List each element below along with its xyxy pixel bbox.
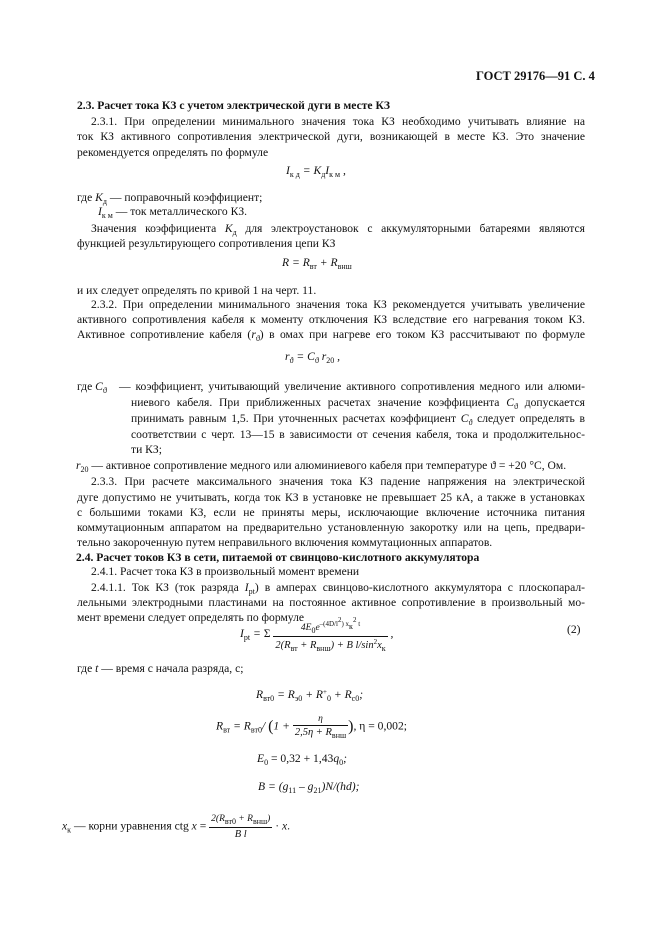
formula-e0: $E_0 = 0,32 + 1,43q_0$; (257, 752, 348, 767)
para-2-3-3-line5: тельно закороченную путем неправильного включения коммутационных аппаратов. (77, 536, 493, 549)
para-2-4-1-1-line3: мент времени следует определять по формуле (77, 611, 305, 624)
para-2-3-1-line3: рекомендуется определять по формуле (77, 146, 269, 159)
curve-reference: и их следует определять по кривой 1 на черт. 11. (77, 284, 317, 297)
para-2-3-3-line4: коммутационным аппаратом на предварительно установленную закоротку или на цепь, предвари- (77, 521, 585, 534)
formula-fraction: $\frac{4E_0e^{-(4D/l^2) x_к^2 t}}{2(R_{вт} + R_{внш}) + B l/\sin^2x_к}$ (275, 616, 386, 653)
page-header: ГОСТ 29176—91 С. 4 (476, 69, 595, 83)
formula-rvt0: $R_{вт0} = R_{э0} + R^+_0 + R_{с0}$; (256, 688, 364, 703)
para-2-3-1-line2: ток КЗ активного сопротивления электрической дуги, возникающей в месте КЗ. Это значение (77, 130, 585, 143)
section-2-3-heading: 2.3. Расчет тока КЗ с учетом электрической дуги в месте КЗ (77, 99, 390, 112)
where-c-line2: ниевого кабеля. При приближенных расчетах значение коэффициента $C_ϑ$ допускается (131, 396, 585, 411)
para-2-4-1-1-line1: 2.4.1.1. Ток КЗ (ток разряда $I_{pt}$) в амперах свинцово-кислотного аккумулятора с плоскопарал- (91, 581, 585, 596)
where-xk: $x_к$ — корни уравнения ctg x = $\frac{2(R_{вт0} + R_{внш})}{\text{B l}}$ · x. (62, 814, 291, 840)
where-c-label: где $C_ϑ$ (77, 380, 107, 395)
para-2-3-2-line2: активного сопротивления кабеля к моменту отключения КЗ вследствие его нагревания током КЗ. (77, 313, 585, 326)
where-c-line5: ти КЗ; (131, 443, 162, 456)
formula-discharge-current: $I_{pt} = \Sigma$ $\frac{4E_0e^{-(4D/l^2) x_к^2 t}}{2(R_{вт} + R_{внш}) + B l/\sin^2x_к}$ , (240, 616, 394, 653)
where-kd: где $K_д$ — поправочный коэффициент; (77, 191, 263, 206)
equation-number: (2) (567, 623, 581, 636)
where-c-line1: — коэффициент, учитывающий увеличение активного сопротивления медного или алюми- (119, 380, 585, 393)
formula-arc-current: $I_{к д} = K_дI_{к м}$ , (286, 164, 346, 179)
para-2-3-3-line2: дуге допустимо не учитывать, когда ток КЗ в установке не превышает 25 кА, а также в установках (77, 491, 585, 504)
para-2-3-1-line1: 2.3.1. При определении минимального значения тока КЗ необходимо учитывать влияние на (91, 115, 585, 128)
para-2-3-2-line1: 2.3.2. При определении минимального значения тока КЗ рекомендуется учитывать увеличение (91, 298, 585, 311)
para-2-3-3-line3: с большими токами КЗ, если не приняты меры, исключающие включение источника питания (77, 506, 585, 519)
where-r20: $r_{20}$ — активное сопротивление медного или алюминиевого кабеля при температуре ϑ = +20 °С, Ом. (76, 459, 567, 474)
kd-line1: Значения коэффициента $K_д$ для электроустановок с аккумуляторными батареями являются (91, 222, 585, 237)
kd-line2: функцией результирующего сопротивления цепи КЗ (77, 237, 336, 250)
formula-b: $B = (g_{11} - g_{21})N/(hd)$; (258, 780, 360, 795)
where-ikm: $I_{к м}$ — ток металлического КЗ. (98, 205, 248, 220)
para-2-4-1: 2.4.1. Расчет тока КЗ в произвольный момент времени (91, 565, 360, 578)
para-2-4-1-1-line2: лельными электродными пластинами на постоянное активное сопротивление в произвольный мо- (77, 596, 585, 609)
formula-resistance: $R = R_{вт} + R_{внш}$ (282, 256, 352, 271)
section-2-4-heading: 2.4. Расчет токов КЗ в сети, питаемой от свинцово-кислотного аккумулятора (76, 551, 480, 564)
para-2-3-2-line3: Активное сопротивление кабеля $(r_ϑ)$ в омах при нагреве его током КЗ рассчитывают по формуле (77, 328, 585, 343)
formula-rvt: $R_{вт} = R_{вт0}/$ (1 + $\frac{\eta}{2,5\eta + R_{внш}}$ ), η = 0,002; (216, 714, 407, 740)
formula-heated-resistance: $r_ϑ = C_ϑ$ $r_{20}$ , (285, 350, 341, 365)
where-c-line4: соответствии с черт. 13—15 в зависимости от сечения кабеля, тока и продолжительнос- (131, 428, 585, 441)
where-t: где t — время с начала разряда, с; (77, 662, 244, 675)
para-2-3-3-line1: 2.3.3. При расчете максимального значения тока КЗ падение напряжения на электрической (91, 475, 585, 488)
where-c-line3: принимать равным 1,5. При уточненных расчетах коэффициент $C_ϑ$ следует определять в (131, 412, 585, 427)
